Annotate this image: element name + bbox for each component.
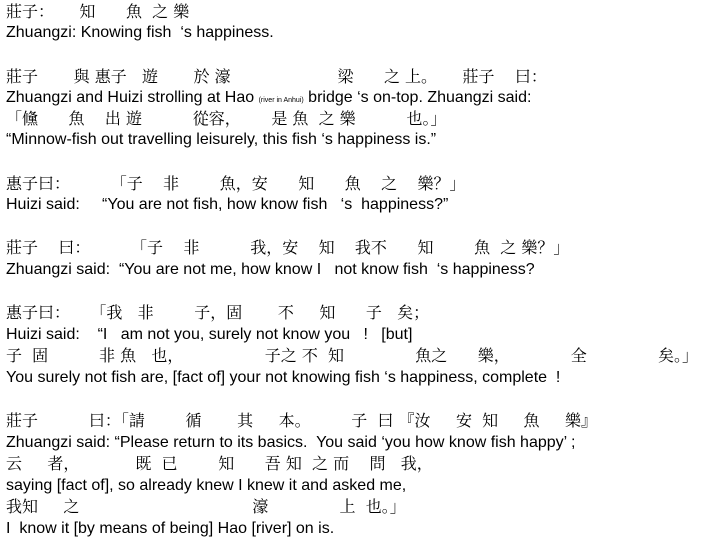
passage-line-2-chinese: 「儵 魚 出 遊 從容， 是 魚 之 樂 也。」 [6, 109, 447, 128]
passage-line-7-chinese: 莊子 曰：「請 循 其 本。 子 曰 『汝 安 知 魚 樂』 [6, 411, 597, 430]
passage-line-6-chinese: 子 固 非 魚 也， 子之 不 知 魚之 樂， 全 矣。」 [6, 346, 698, 365]
passage-line-5-english: Huizi said: “I am not you, surely not know you ! [but] [6, 326, 413, 343]
passage-line-5-chinese: 惠子曰： 「我 非 子，固 不 知 子 矣； [6, 303, 430, 322]
passage-line-8-chinese: 云 者， 既 已 知 吾 知 之 而 問 我， [6, 454, 433, 473]
passage-line-4-english: Zhuangzi said: “You are not me, how know I not know fish ‘s happiness? [6, 261, 535, 278]
passage-line-1-chinese: 莊子 與 惠子 遊 於 濠 梁 之 上。 莊子 曰： [6, 67, 547, 86]
passage-line-8-english: saying [fact of], so already knew I knew it and asked me, [6, 477, 407, 494]
river-note: (river in Anhui) [258, 97, 304, 104]
passage-line-6-english: You surely not fish are, [fact of] your not knowing fish ‘s happiness, complete ! [6, 369, 561, 386]
passage-line-1-english-start: Zhuangzi and Huizi strolling at Hao [6, 89, 259, 106]
passage-line-1-english [6, 90, 531, 106]
passage-line-3-chinese: 惠子曰： 「子 非 魚，安 知 魚 之 樂？」 [6, 174, 466, 193]
title-english: Zhuangzi: Knowing fish ‘s happiness. [6, 24, 274, 41]
passage-line-7-english: Zhuangzi said: “Please return to its basics. You said ‘you how know fish happy’ ; [6, 434, 576, 451]
title-chinese: 莊子： 知 魚 之 樂 [6, 2, 190, 21]
passage-line-9-chinese: 我知 之 濠 上 也。」 [6, 497, 406, 516]
passage-line-3-english: Huizi said: “You are not fish, how know fish ‘s happiness?” [6, 196, 449, 213]
passage-line-1-english-end: bridge ‘s on-top. Zhuangzi said: [303, 89, 532, 106]
passage-line-4-chinese: 莊子 曰： 「子 非 我，安 知 我不 知 魚 之 樂？」 [6, 238, 570, 257]
passage-line-9-english: I know it [by means of being] Hao [river] on is. [6, 520, 335, 537]
passage-line-2-english: “Minnow-fish out travelling leisurely, this fish ‘s happiness is.” [6, 131, 437, 148]
